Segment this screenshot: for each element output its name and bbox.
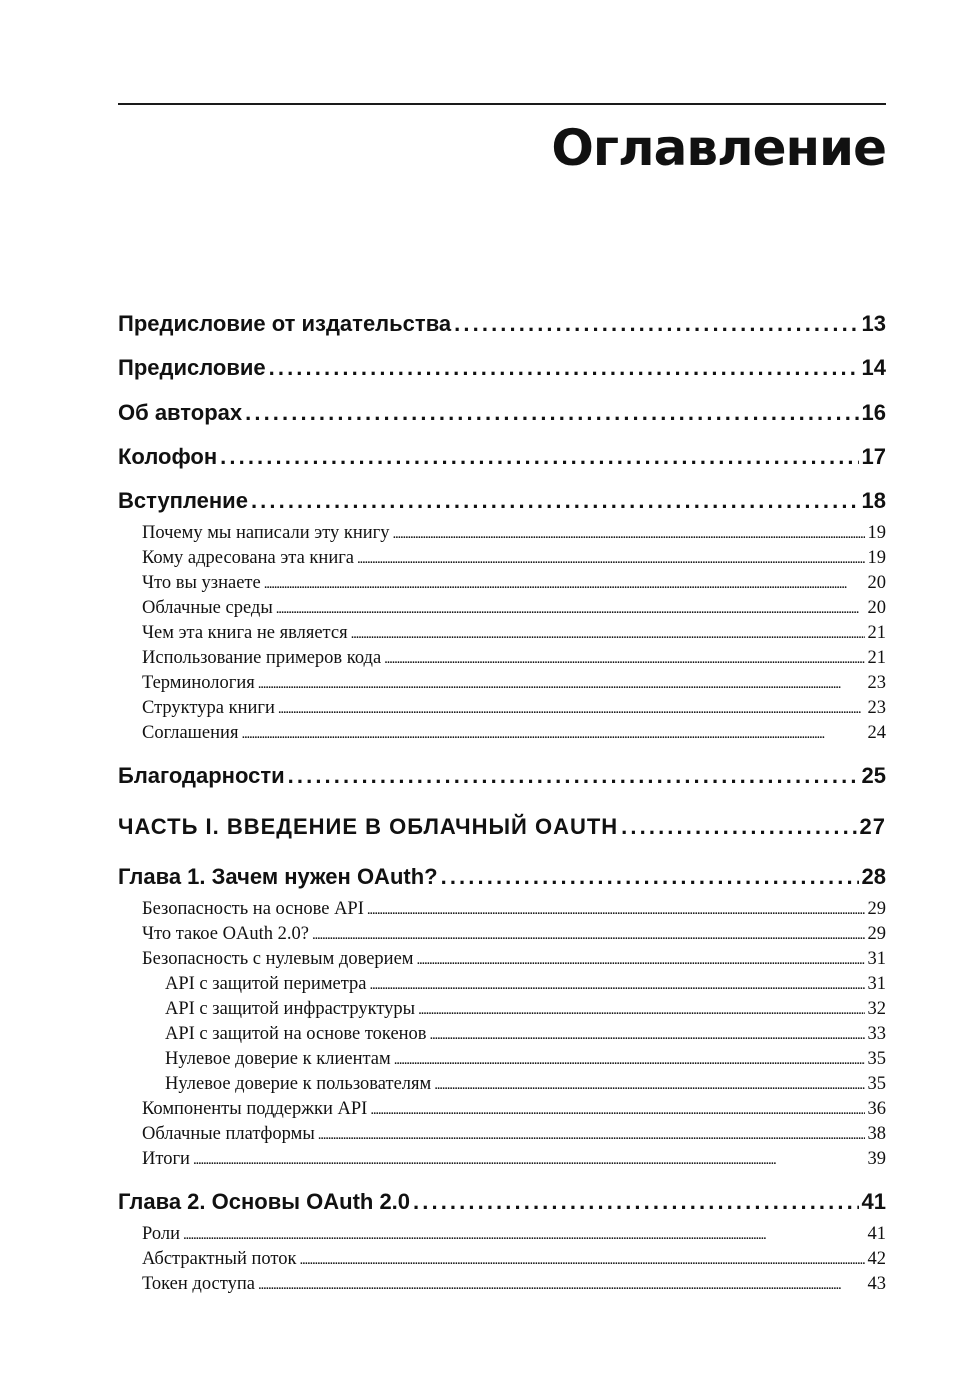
toc-subentry-title: Нулевое доверие к клиентам [165, 1049, 391, 1069]
toc-subentry[interactable] [142, 1247, 886, 1271]
dot-leader [351, 622, 865, 645]
dot-leader [269, 353, 859, 383]
dot-leader [193, 1148, 865, 1171]
toc-entry-chapter-1[interactable] [118, 862, 886, 892]
dot-leader [220, 442, 858, 472]
toc-subentry-page: 38 [867, 1124, 886, 1144]
toc-subentry-page: 23 [867, 673, 886, 693]
toc-subentry-page: 20 [867, 573, 886, 593]
toc-subentry[interactable] [142, 621, 886, 645]
dot-leader [264, 572, 865, 595]
dot-leader [258, 672, 865, 695]
toc-entry-colophon[interactable] [118, 442, 886, 472]
toc-entry-title: Вступление [118, 488, 248, 513]
toc-entry-acknowledgements[interactable] [118, 761, 886, 791]
toc-subentry-page: 29 [867, 924, 886, 944]
toc-subentry-title: Что вы узнаете [142, 573, 261, 593]
toc-subentry-title: API с защитой на основе токенов [165, 1024, 427, 1044]
dot-leader [370, 973, 865, 996]
toc-subentry[interactable] [142, 546, 886, 570]
toc-subsubentry[interactable] [165, 972, 886, 996]
dot-leader [418, 998, 864, 1021]
toc-entry-title: ЧАСТЬ I. ВВЕДЕНИЕ В ОБЛАЧНЫЙ OAUTH [118, 814, 619, 839]
toc-entry-page: 18 [861, 488, 886, 513]
dot-leader [276, 597, 865, 620]
toc-entry-title: Предисловие [118, 355, 266, 380]
toc-subentry-page: 36 [867, 1099, 886, 1119]
toc-subentry-page: 31 [867, 974, 886, 994]
dot-leader [245, 398, 858, 428]
toc-entry-about-authors[interactable] [118, 398, 886, 428]
toc-subentry-title: Итоги [142, 1149, 190, 1169]
toc-subentry[interactable] [142, 721, 886, 745]
toc-subentry-title: API с защитой инфраструктуры [165, 999, 416, 1019]
toc-entry-page: 17 [861, 444, 886, 469]
toc-entry-page: 27 [859, 814, 886, 839]
toc-subentry-page: 19 [867, 548, 886, 568]
toc-subentry-page: 35 [867, 1074, 886, 1094]
toc-subentry-title: Абстрактный поток [142, 1249, 297, 1269]
toc-subsubentry[interactable] [165, 1047, 886, 1071]
toc-subentry-page: 29 [867, 899, 886, 919]
dot-leader [288, 761, 859, 791]
toc-subentry-title: Облачные среды [142, 598, 273, 618]
toc-subentry-page: 23 [867, 698, 886, 718]
toc-entry-title: Глава 2. Основы OAuth 2.0 [118, 1189, 411, 1214]
toc-subsubentry[interactable] [165, 997, 886, 1021]
dot-leader [434, 1073, 864, 1096]
dot-leader [251, 486, 859, 516]
toc-subentry-title: Использование примеров кода [142, 648, 382, 668]
dot-leader [454, 309, 858, 339]
dot-leader [278, 697, 865, 720]
dot-leader [384, 647, 864, 670]
dot-leader [416, 948, 864, 971]
dot-leader [370, 1098, 864, 1121]
toc-subentry[interactable] [142, 646, 886, 670]
dot-leader [441, 862, 859, 892]
toc-subentry-title: Безопасность на основе API [142, 899, 364, 919]
toc-subentry-page: 33 [867, 1024, 886, 1044]
toc-subsubentry[interactable] [165, 1072, 886, 1096]
dot-leader [183, 1223, 865, 1246]
toc-subentry-page: 20 [867, 598, 886, 618]
toc-entry-page: 16 [861, 400, 886, 425]
page-title: Оглавление [551, 119, 886, 177]
toc-subentry[interactable] [142, 696, 886, 720]
toc-subentry-title: Соглашения [142, 723, 239, 743]
toc-subentry[interactable] [142, 671, 886, 695]
toc-entry-preface-publisher[interactable] [118, 309, 886, 339]
toc-subentry[interactable] [142, 947, 886, 971]
toc-subentry[interactable] [142, 1097, 886, 1121]
toc-entry-page: 13 [861, 311, 886, 336]
toc-entry-title: Об авторах [118, 400, 243, 425]
dot-leader [241, 722, 864, 745]
toc-entry-preface[interactable] [118, 353, 886, 383]
toc-entry-page: 28 [861, 864, 886, 889]
dot-leader [430, 1023, 865, 1046]
toc-subentry[interactable] [142, 596, 886, 620]
dot-leader [367, 898, 865, 921]
toc-subentry-title: Почему мы написали эту книгу [142, 523, 390, 543]
toc-entry-part-1[interactable] [118, 812, 886, 842]
toc-subentry-page: 19 [867, 523, 886, 543]
toc-subentry-title: Терминология [142, 673, 255, 693]
toc-subentry-page: 21 [867, 648, 886, 668]
toc-subentry[interactable] [142, 571, 886, 595]
toc-subentry-page: 35 [867, 1049, 886, 1069]
toc-subentry[interactable] [142, 897, 886, 921]
toc-entry-title: Предисловие от издательства [118, 311, 452, 336]
dot-leader [318, 1123, 865, 1146]
toc-subentry[interactable] [142, 922, 886, 946]
dot-leader [621, 812, 856, 842]
toc-subentry-page: 31 [867, 949, 886, 969]
toc-subentry-page: 41 [867, 1224, 886, 1244]
dot-leader [393, 522, 865, 545]
toc-subentry-title: Чем эта книга не является [142, 623, 348, 643]
toc-entry-page: 41 [861, 1189, 886, 1214]
toc-subentry-title: Безопасность с нулевым доверием [142, 949, 414, 969]
toc-subentry[interactable] [142, 1147, 886, 1171]
toc-entry-page: 25 [861, 763, 886, 788]
dot-leader [394, 1048, 865, 1071]
toc-subentry-page: 21 [867, 623, 886, 643]
toc-subentry-page: 32 [867, 999, 886, 1019]
toc-subentry-title: Роли [142, 1224, 180, 1244]
dot-leader [258, 1273, 865, 1296]
dot-leader [312, 923, 865, 946]
toc-entry-page: 14 [861, 355, 886, 380]
toc-entry-chapter-2[interactable] [118, 1187, 886, 1217]
toc-entry-title: Благодарности [118, 763, 285, 788]
toc-subentry[interactable] [142, 521, 886, 545]
toc-subentry-page: 43 [867, 1274, 886, 1294]
toc-subentry-title: Компоненты поддержки API [142, 1099, 368, 1119]
toc-subentry-page: 24 [867, 723, 886, 743]
toc-subentry-title: Нулевое доверие к пользователям [165, 1074, 432, 1094]
dot-leader [413, 1187, 858, 1217]
toc-subentry-title: Токен доступа [142, 1274, 255, 1294]
dot-leader [300, 1248, 865, 1271]
dot-leader [357, 547, 864, 570]
toc-subentry-title: API с защитой периметра [165, 974, 367, 994]
toc-subentry[interactable] [142, 1222, 886, 1246]
toc-subentry-title: Облачные платформы [142, 1124, 315, 1144]
toc-subentry-page: 39 [867, 1149, 886, 1169]
toc-subentry-title: Кому адресована эта книга [142, 548, 355, 568]
toc-subsubentry[interactable] [165, 1022, 886, 1046]
toc-subentry-title: Структура книги [142, 698, 275, 718]
toc-entry-title: Колофон [118, 444, 218, 469]
toc-subentry-page: 42 [867, 1249, 886, 1269]
toc-entry-introduction[interactable] [118, 486, 886, 516]
toc-subentry[interactable] [142, 1122, 886, 1146]
toc-subentry-title: Что такое OAuth 2.0? [142, 924, 309, 944]
toc-entry-title: Глава 1. Зачем нужен OAuth? [118, 864, 438, 889]
toc-subentry[interactable] [142, 1272, 886, 1296]
